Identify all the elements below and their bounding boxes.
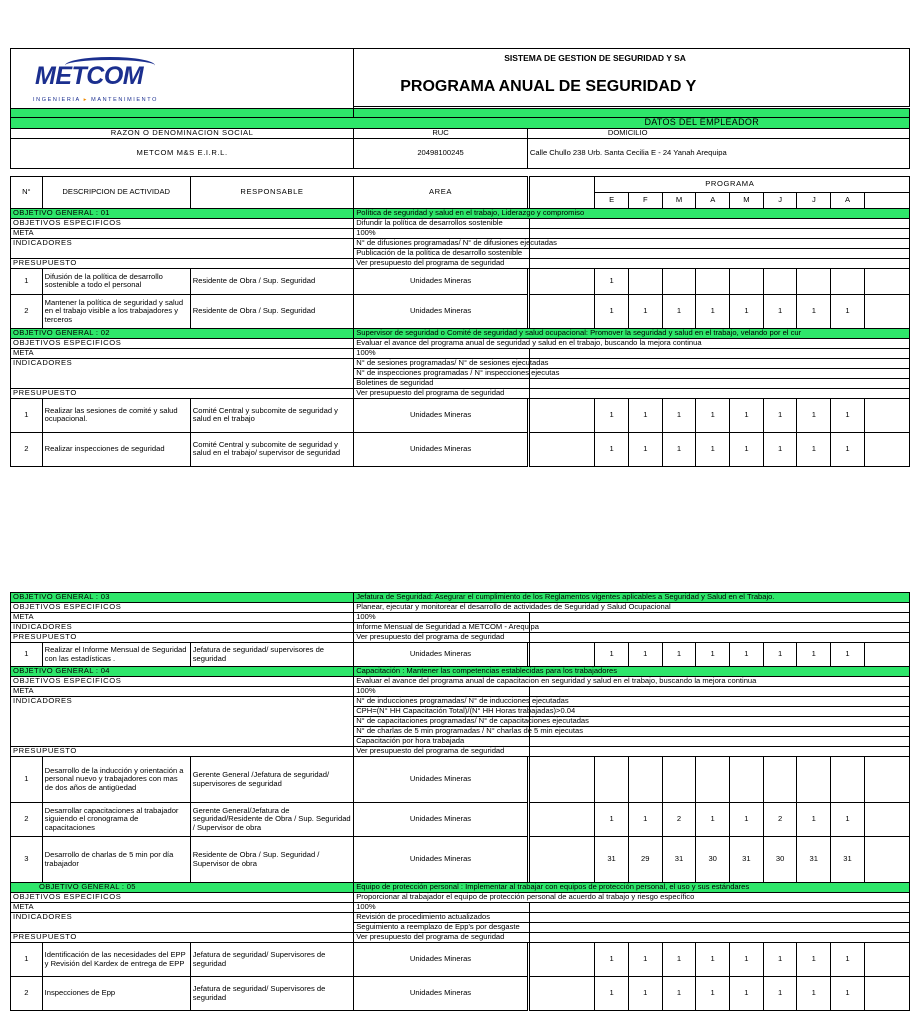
month-value: 1 <box>662 643 696 667</box>
activity-area: Unidades Mineras <box>354 268 528 294</box>
month-value: 1 <box>696 294 730 328</box>
objective-5-text: Equipo de protección personal : Implementar al trabajar con equipos de protección personal, el uso y sus estándares <box>354 883 910 893</box>
activity-responsible: Residente de Obra / Sup. Seguridad <box>190 268 353 294</box>
col-descripcion: DESCRIPCION DE ACTIVIDAD <box>42 176 190 208</box>
month-value: 1 <box>628 943 662 977</box>
month-value: 1 <box>797 432 831 466</box>
activity-responsible: Comité Central y subcomite de seguridad y salud en el trabajo <box>190 398 353 432</box>
month-value <box>831 268 865 294</box>
activity-area: Unidades Mineras <box>354 837 528 883</box>
meta-label: META <box>11 903 354 913</box>
month-value: 1 <box>831 398 865 432</box>
objective-4-meta: 100% <box>354 687 530 697</box>
month-value: 31 <box>662 837 696 883</box>
objective-1-presupuesto: Ver presupuesto del programa de seguridad <box>354 258 530 268</box>
objective-2-label: OBJETIVO GENERAL : 02 <box>11 328 354 338</box>
month-value: 1 <box>628 398 662 432</box>
objective-1-text: Política de seguridad y salud en el trabajo, Liderazgo y compromiso <box>354 208 910 218</box>
month-value <box>763 268 797 294</box>
meta-label: META <box>11 613 354 623</box>
indicadores-label: INDICADORES <box>11 358 354 388</box>
table-row <box>11 757 910 803</box>
row-number: 1 <box>11 268 43 294</box>
month-value: 31 <box>595 837 629 883</box>
presupuesto-label: PRESUPUESTO <box>11 633 354 643</box>
razon-social-value: METCOM M&S E.I.R.L. <box>11 138 354 168</box>
row-number: 2 <box>11 977 43 1011</box>
objective-3-especificos: Planear, ejecutar y monitorear el desarrollo de actividades de Seguridad y Salud Ocupacional <box>354 603 910 613</box>
activity-area: Unidades Mineras <box>354 977 528 1011</box>
objective-1-indicator: Publicación de la política de desarrollo sostenible <box>354 248 530 258</box>
month-value: 1 <box>831 432 865 466</box>
activity-area: Unidades Mineras <box>354 398 528 432</box>
objective-3-meta: 100% <box>354 613 530 623</box>
row-number: 2 <box>11 294 43 328</box>
activity-responsible: Residente de Obra / Sup. Seguridad / Supervisor de obra <box>190 837 353 883</box>
presupuesto-label: PRESUPUESTO <box>11 747 354 757</box>
objective-5-especificos: Proporcionar al trabajador el equipo de protección personal de acuerdo al trabajo y riesgo específico <box>354 893 910 903</box>
objective-2-especificos: Evaluar el avance del programa anual de seguridad y salud en el trabajo, buscando la mejora continua <box>354 338 910 348</box>
activity-area: Unidades Mineras <box>354 757 528 803</box>
table-row <box>11 268 910 294</box>
month-header: A <box>696 192 730 208</box>
month-value <box>696 757 730 803</box>
sheet-page-1 <box>10 48 851 500</box>
row-number: 1 <box>11 643 43 667</box>
month-value: 1 <box>595 294 629 328</box>
indicadores-label: INDICADORES <box>11 623 354 633</box>
logo-sub-left: INGENIERIA <box>33 96 81 103</box>
month-value: 31 <box>797 837 831 883</box>
especificos-label: OBJETIVOS ESPECIFICOS <box>11 893 354 903</box>
objective-5-label: OBJETIVO GENERAL : 05 <box>11 883 354 893</box>
activity-description: Desarrollo de charlas de 5 min por día trabajador <box>42 837 190 883</box>
month-header: M <box>730 192 764 208</box>
system-title: SISTEMA DE GESTION DE SEGURIDAD Y SA <box>354 49 910 69</box>
objective-1-label: OBJETIVO GENERAL : 01 <box>11 208 354 218</box>
month-value <box>628 757 662 803</box>
table-row <box>11 643 910 667</box>
especificos-label: OBJETIVOS ESPECIFICOS <box>11 603 354 613</box>
month-value: 1 <box>696 432 730 466</box>
month-value: 1 <box>595 943 629 977</box>
meta-label: META <box>11 228 354 238</box>
program-table-1 <box>10 48 910 467</box>
row-number: 1 <box>11 398 43 432</box>
activity-description: Difusión de la política de desarrollo sostenible a todo el personal <box>42 268 190 294</box>
activity-responsible: Gerente General /Jefatura de seguridad/ supervisores de seguridad <box>190 757 353 803</box>
activity-description: Mantener la política de seguridad y salud en el trabajo visible a los trabajadores y terceros <box>42 294 190 328</box>
month-value: 1 <box>763 643 797 667</box>
indicadores-label: INDICADORES <box>11 697 354 747</box>
row-number: 2 <box>11 803 43 837</box>
month-value: 1 <box>595 398 629 432</box>
month-header: E <box>595 192 629 208</box>
especificos-label: OBJETIVOS ESPECIFICOS <box>11 218 354 228</box>
col-ruc: RUC <box>354 128 528 138</box>
table-row <box>11 803 910 837</box>
month-value <box>730 757 764 803</box>
month-value: 1 <box>763 977 797 1011</box>
month-header: M <box>662 192 696 208</box>
col-domicilio: DOMICILIO <box>527 128 909 138</box>
month-value: 31 <box>730 837 764 883</box>
month-header: J <box>797 192 831 208</box>
month-value: 1 <box>628 432 662 466</box>
month-value: 1 <box>763 398 797 432</box>
activity-responsible: Gerente General/Jefatura de seguridad/Residente de Obra / Sup. Seguridad / Supervisor de obra <box>190 803 353 837</box>
month-value: 1 <box>595 432 629 466</box>
objective-1-especificos: Difundir la política de desarrollos sostenible <box>354 218 530 228</box>
objective-2-indicator: N° de inspecciones programadas / N° inspecciones ejecutas <box>354 368 530 378</box>
month-value: 1 <box>730 643 764 667</box>
month-value <box>730 268 764 294</box>
month-value <box>797 757 831 803</box>
col-area: AREA <box>354 176 528 208</box>
presupuesto-label: PRESUPUESTO <box>11 933 354 943</box>
activity-responsible: Jefatura de seguridad/ Supervisores de seguridad <box>190 977 353 1011</box>
program-table-2 <box>10 592 910 1011</box>
objective-4-indicator: N° de inducciones programadas/ N° de inducciones ejecutadas <box>354 697 530 707</box>
month-value: 1 <box>730 432 764 466</box>
month-value <box>831 757 865 803</box>
table-row <box>11 977 910 1011</box>
program-title: PROGRAMA ANUAL DE SEGURIDAD Y <box>354 69 910 107</box>
table-row <box>11 432 910 466</box>
month-value <box>628 268 662 294</box>
month-value: 1 <box>831 294 865 328</box>
activity-responsible: Comité Central y subcomite de seguridad y salud en el trabajo/ supervisor de seguridad <box>190 432 353 466</box>
objective-1-meta: 100% <box>354 228 530 238</box>
month-value: 1 <box>831 977 865 1011</box>
activity-area: Unidades Mineras <box>354 294 528 328</box>
table-row <box>11 398 910 432</box>
objective-4-text: Capacitación : Mantener las competencias establecidas para los trabajadores <box>354 667 910 677</box>
month-value: 30 <box>763 837 797 883</box>
domicilio-value: Calle Chullo 238 Urb. Santa Cecilia E - 24 Yanah Arequipa <box>527 138 909 168</box>
month-value: 1 <box>797 294 831 328</box>
row-number: 1 <box>11 943 43 977</box>
month-value: 1 <box>696 803 730 837</box>
meta-label: META <box>11 348 354 358</box>
objective-4-indicator: N° de charlas de 5 min programadas / N° charlas de 5 min ejecutas <box>354 727 530 737</box>
month-value: 1 <box>628 977 662 1011</box>
activity-responsible: Residente de Obra / Sup. Seguridad <box>190 294 353 328</box>
table-row <box>11 943 910 977</box>
col-razon-social: RAZON O DENOMINACION SOCIAL <box>11 128 354 138</box>
activity-description: Inspecciones de Epp <box>42 977 190 1011</box>
month-value: 1 <box>763 432 797 466</box>
activity-description: Desarrollar capacitaciones al trabajador siguiendo el cronograma de capacitaciones <box>42 803 190 837</box>
datos-empleador-label: DATOS DEL EMPLEADOR <box>11 118 910 129</box>
month-value: 2 <box>662 803 696 837</box>
month-value: 2 <box>763 803 797 837</box>
month-value: 1 <box>730 294 764 328</box>
presupuesto-label: PRESUPUESTO <box>11 388 354 398</box>
month-value <box>763 757 797 803</box>
meta-label: META <box>11 687 354 697</box>
month-value: 1 <box>797 803 831 837</box>
month-value: 1 <box>831 943 865 977</box>
logo-cell <box>11 49 354 109</box>
month-value: 1 <box>662 294 696 328</box>
month-value: 1 <box>831 643 865 667</box>
month-header: J <box>763 192 797 208</box>
month-value: 1 <box>662 398 696 432</box>
month-value: 1 <box>763 294 797 328</box>
col-programa: PROGRAMA <box>595 176 910 192</box>
month-value: 1 <box>628 643 662 667</box>
col-number: N° <box>11 176 43 208</box>
month-value: 1 <box>628 803 662 837</box>
sheet-page-2 <box>10 592 852 1024</box>
month-value: 1 <box>595 977 629 1011</box>
month-header: A <box>831 192 865 208</box>
month-value: 1 <box>595 803 629 837</box>
activity-description: Identificación de las necesidades del EPP y Revisión del Kardex de entrega de EPP <box>42 943 190 977</box>
month-value: 31 <box>831 837 865 883</box>
activity-area: Unidades Mineras <box>354 432 528 466</box>
objective-4-label: OBJETIVO GENERAL : 04 <box>11 667 354 677</box>
month-value: 1 <box>696 977 730 1011</box>
objective-4-indicator: N° de capacitaciones programadas/ N° de capacitaciones ejecutadas <box>354 717 530 727</box>
objective-4-presupuesto: Ver presupuesto del programa de seguridad <box>354 747 530 757</box>
indicadores-label: INDICADORES <box>11 238 354 258</box>
objective-5-indicator: Revisión de procedimiento actualizados <box>354 913 530 923</box>
objective-2-indicator: Boletines de seguridad <box>354 378 530 388</box>
objective-1-indicator: N° de difusiones programadas/ N° de difusiones ejecutadas <box>354 238 530 248</box>
objective-4-indicator: CPH=(N° HH Capacitación Total)/(N° HH Horas trabajadas)>0.04 <box>354 707 530 717</box>
month-value: 1 <box>763 943 797 977</box>
month-value: 1 <box>797 398 831 432</box>
activity-description: Desarrollo de la inducción y orientación a personal nuevo y trabajadores con mas de dos años de antigüedad <box>42 757 190 803</box>
objective-5-presupuesto: Ver presupuesto del programa de seguridad <box>354 933 530 943</box>
objective-4-indicator: Capacitación por hora trabajada <box>354 737 530 747</box>
month-value: 1 <box>662 432 696 466</box>
month-value <box>797 268 831 294</box>
activity-responsible: Jefatura de seguridad/ supervisores de seguridad <box>190 643 353 667</box>
row-number: 2 <box>11 432 43 466</box>
activity-description: Realizar las sesiones de comité y salud ocupacional. <box>42 398 190 432</box>
objective-2-indicator: N° de sesiones programadas/ N° de sesiones ejecutadas <box>354 358 530 368</box>
objective-2-presupuesto: Ver presupuesto del programa de seguridad <box>354 388 530 398</box>
month-value: 1 <box>831 803 865 837</box>
month-value <box>662 268 696 294</box>
table-row <box>11 294 910 328</box>
objective-3-text: Jefatura de Seguridad: Asegurar el cumplimiento de los Reglamentos vigentes aplicables a Seguridad y Salud en el Trabajo. <box>354 593 910 603</box>
objective-5-indicator: Seguimiento a reemplazo de Epp's por desgaste <box>354 923 530 933</box>
activity-area: Unidades Mineras <box>354 943 528 977</box>
month-value: 1 <box>797 643 831 667</box>
objective-3-label: OBJETIVO GENERAL : 03 <box>11 593 354 603</box>
activity-description: Realizar el Informe Mensual de Seguridad con las estadísticas . <box>42 643 190 667</box>
month-value: 1 <box>797 977 831 1011</box>
activity-responsible: Jefatura de seguridad/ Supervisores de seguridad <box>190 943 353 977</box>
activity-area: Unidades Mineras <box>354 643 528 667</box>
month-header: F <box>628 192 662 208</box>
month-value: 1 <box>595 643 629 667</box>
activity-description: Realizar inspecciones de seguridad <box>42 432 190 466</box>
month-value: 1 <box>595 268 629 294</box>
month-value: 1 <box>662 943 696 977</box>
logo-sub-right: MANTENIMIENTO <box>91 96 158 103</box>
objective-2-text: Supervisor de seguridad o Comité de seguridad y salud ocupacional: Promover la seguridad y salud en el trabajo, velando por el cur <box>354 328 910 338</box>
month-value: 1 <box>730 977 764 1011</box>
month-value <box>662 757 696 803</box>
month-value: 1 <box>696 943 730 977</box>
month-value: 29 <box>628 837 662 883</box>
month-value <box>595 757 629 803</box>
presupuesto-label: PRESUPUESTO <box>11 258 354 268</box>
month-value: 1 <box>696 643 730 667</box>
especificos-label: OBJETIVOS ESPECIFICOS <box>11 338 354 348</box>
month-value: 1 <box>628 294 662 328</box>
metcom-logo: METCOM INGENIERIA ▸ MANTENIMIENTO <box>13 51 351 107</box>
month-value <box>696 268 730 294</box>
especificos-label: OBJETIVOS ESPECIFICOS <box>11 677 354 687</box>
objective-3-indicator: Informe Mensual de Seguridad a METCOM - Arequipa <box>354 623 530 633</box>
row-number: 1 <box>11 757 43 803</box>
objective-5-meta: 100% <box>354 903 530 913</box>
objective-3-presupuesto: Ver presupuesto del programa de seguridad <box>354 633 530 643</box>
month-value: 1 <box>696 398 730 432</box>
activity-area: Unidades Mineras <box>354 803 528 837</box>
month-value: 1 <box>730 943 764 977</box>
month-value: 1 <box>730 398 764 432</box>
table-row <box>11 837 910 883</box>
indicadores-label: INDICADORES <box>11 913 354 933</box>
row-number: 3 <box>11 837 43 883</box>
month-value: 30 <box>696 837 730 883</box>
logo-text: METCOM <box>35 61 144 90</box>
month-value: 1 <box>730 803 764 837</box>
objective-4-especificos: Evaluar el avance del programa anual de capacitacion en seguridad y salud en el trabajo, buscando la mejora continua <box>354 677 910 687</box>
month-value: 1 <box>797 943 831 977</box>
month-value: 1 <box>662 977 696 1011</box>
ruc-value: 20498100245 <box>354 138 528 168</box>
objective-2-meta: 100% <box>354 348 530 358</box>
col-responsable: RESPONSABLE <box>190 176 353 208</box>
